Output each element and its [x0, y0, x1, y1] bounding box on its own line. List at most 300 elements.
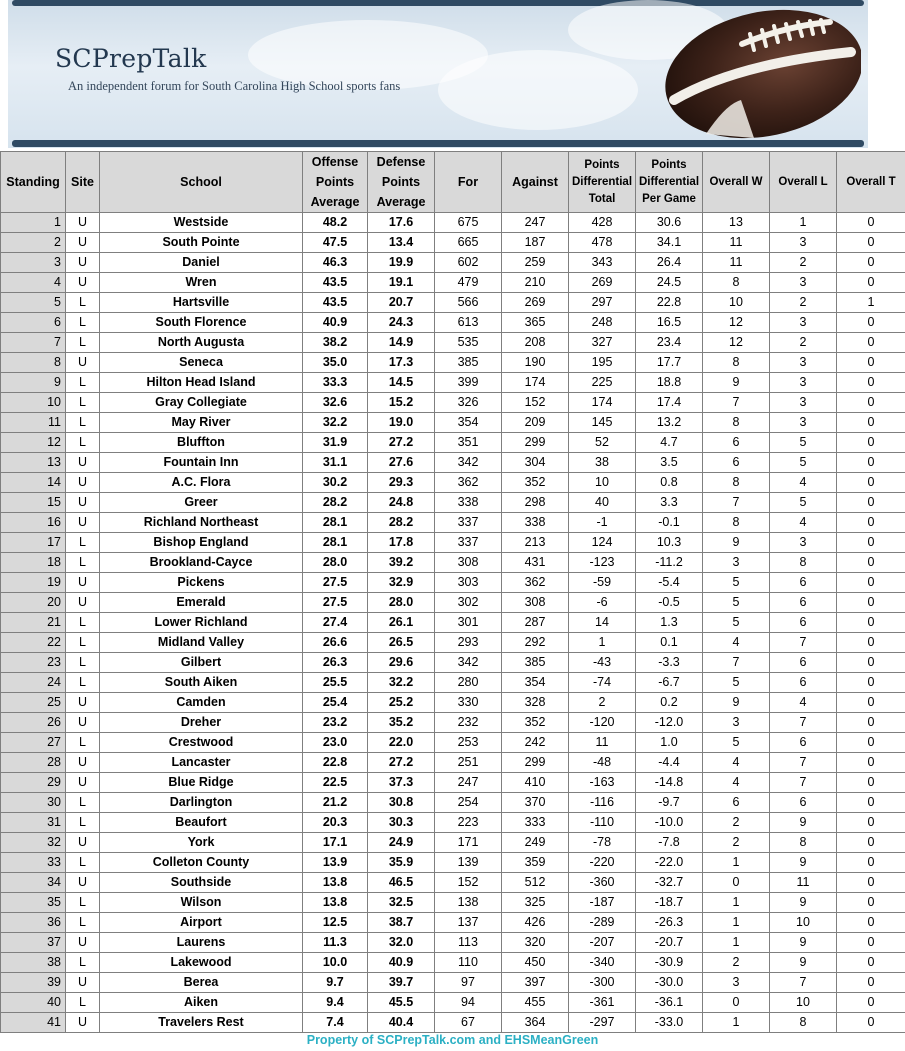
- cell-standing: 18: [1, 553, 66, 573]
- cell-defense-avg: 40.9: [368, 953, 435, 973]
- cell-pd-total: 1: [569, 633, 636, 653]
- cell-pd-per-game: -0.5: [636, 593, 703, 613]
- cell-points-for: 303: [435, 573, 502, 593]
- cell-points-against: 426: [502, 913, 569, 933]
- cell-defense-avg: 35.2: [368, 713, 435, 733]
- table-row: [1, 293, 905, 313]
- cell-points-against: 338: [502, 513, 569, 533]
- cell-standing: 5: [1, 293, 66, 313]
- cell-school: Laurens: [100, 933, 303, 953]
- cell-ties: 0: [837, 753, 905, 773]
- cell-pd-per-game: 24.5: [636, 273, 703, 293]
- cell-losses: 6: [770, 653, 837, 673]
- cell-site: U: [66, 233, 100, 253]
- cell-points-against: 365: [502, 313, 569, 333]
- cell-points-against: 298: [502, 493, 569, 513]
- table-row: [1, 413, 905, 433]
- cell-points-for: 602: [435, 253, 502, 273]
- cell-points-against: 190: [502, 353, 569, 373]
- table-row: [1, 993, 905, 1013]
- cell-points-against: 210: [502, 273, 569, 293]
- cell-offense-avg: 20.3: [303, 813, 368, 833]
- cell-ties: 0: [837, 273, 905, 293]
- table-row: [1, 833, 905, 853]
- cell-standing: 32: [1, 833, 66, 853]
- table-row: [1, 813, 905, 833]
- cell-pd-total: 52: [569, 433, 636, 453]
- cell-wins: 2: [703, 953, 770, 973]
- cell-wins: 3: [703, 973, 770, 993]
- cell-defense-avg: 38.7: [368, 913, 435, 933]
- cell-offense-avg: 28.1: [303, 533, 368, 553]
- cell-defense-avg: 24.9: [368, 833, 435, 853]
- cell-points-against: 354: [502, 673, 569, 693]
- cell-ties: 0: [837, 393, 905, 413]
- cell-losses: 3: [770, 273, 837, 293]
- cell-school: Bluffton: [100, 433, 303, 453]
- cell-standing: 14: [1, 473, 66, 493]
- col-header-losses: Overall L: [770, 152, 837, 213]
- cell-losses: 7: [770, 713, 837, 733]
- cell-losses: 7: [770, 633, 837, 653]
- site-tagline: An independent forum for South Carolina High School sports fans: [68, 79, 401, 93]
- table-row: [1, 893, 905, 913]
- cell-standing: 10: [1, 393, 66, 413]
- cell-offense-avg: 27.5: [303, 593, 368, 613]
- cell-points-against: 320: [502, 933, 569, 953]
- cell-wins: 3: [703, 713, 770, 733]
- cell-wins: 6: [703, 793, 770, 813]
- cell-site: U: [66, 493, 100, 513]
- cell-wins: 12: [703, 333, 770, 353]
- cell-points-for: 171: [435, 833, 502, 853]
- cell-site: L: [66, 433, 100, 453]
- cell-points-for: 138: [435, 893, 502, 913]
- cell-standing: 36: [1, 913, 66, 933]
- cell-standing: 11: [1, 413, 66, 433]
- cell-points-for: 362: [435, 473, 502, 493]
- cell-points-for: 110: [435, 953, 502, 973]
- cell-standing: 4: [1, 273, 66, 293]
- cell-points-for: 330: [435, 693, 502, 713]
- cell-points-for: 152: [435, 873, 502, 893]
- cell-school: Pickens: [100, 573, 303, 593]
- cell-losses: 3: [770, 413, 837, 433]
- cell-losses: 10: [770, 993, 837, 1013]
- cell-wins: 12: [703, 313, 770, 333]
- cell-offense-avg: 12.5: [303, 913, 368, 933]
- cell-wins: 0: [703, 873, 770, 893]
- cell-school: Travelers Rest: [100, 1013, 303, 1033]
- cell-pd-total: -220: [569, 853, 636, 873]
- cell-standing: 23: [1, 653, 66, 673]
- cell-school: South Florence: [100, 313, 303, 333]
- cell-wins: 3: [703, 553, 770, 573]
- cell-ties: 0: [837, 213, 905, 233]
- cell-wins: 4: [703, 633, 770, 653]
- cell-standing: 12: [1, 433, 66, 453]
- cell-pd-per-game: -36.1: [636, 993, 703, 1013]
- cell-offense-avg: 31.1: [303, 453, 368, 473]
- cell-offense-avg: 23.0: [303, 733, 368, 753]
- cell-offense-avg: 22.5: [303, 773, 368, 793]
- cell-ties: 0: [837, 993, 905, 1013]
- cell-pd-total: -360: [569, 873, 636, 893]
- cell-losses: 2: [770, 293, 837, 313]
- cell-points-for: 247: [435, 773, 502, 793]
- cell-school: Camden: [100, 693, 303, 713]
- cell-pd-total: -187: [569, 893, 636, 913]
- cell-standing: 25: [1, 693, 66, 713]
- cell-losses: 4: [770, 513, 837, 533]
- cell-points-for: 253: [435, 733, 502, 753]
- cell-site: L: [66, 293, 100, 313]
- cell-defense-avg: 32.5: [368, 893, 435, 913]
- cell-offense-avg: 9.4: [303, 993, 368, 1013]
- cell-pd-total: 297: [569, 293, 636, 313]
- cell-pd-per-game: -22.0: [636, 853, 703, 873]
- cell-losses: 11: [770, 873, 837, 893]
- cell-ties: 0: [837, 613, 905, 633]
- table-row: [1, 753, 905, 773]
- cell-school: Seneca: [100, 353, 303, 373]
- cell-ties: 0: [837, 493, 905, 513]
- cell-ties: 0: [837, 573, 905, 593]
- cell-points-for: 67: [435, 1013, 502, 1033]
- cell-defense-avg: 17.8: [368, 533, 435, 553]
- cell-offense-avg: 13.8: [303, 893, 368, 913]
- cell-wins: 10: [703, 293, 770, 313]
- cell-wins: 8: [703, 353, 770, 373]
- cell-standing: 17: [1, 533, 66, 553]
- cell-pd-total: -361: [569, 993, 636, 1013]
- cell-pd-total: -116: [569, 793, 636, 813]
- cell-site: L: [66, 733, 100, 753]
- cell-points-for: 399: [435, 373, 502, 393]
- table-row: [1, 273, 905, 293]
- cell-pd-total: 40: [569, 493, 636, 513]
- cell-points-for: 326: [435, 393, 502, 413]
- cell-pd-per-game: -0.1: [636, 513, 703, 533]
- cell-losses: 5: [770, 433, 837, 453]
- cell-wins: 8: [703, 513, 770, 533]
- cell-ties: 0: [837, 593, 905, 613]
- cell-offense-avg: 33.3: [303, 373, 368, 393]
- cell-standing: 26: [1, 713, 66, 733]
- cell-school: Crestwood: [100, 733, 303, 753]
- cell-site: U: [66, 1013, 100, 1033]
- cell-site: U: [66, 473, 100, 493]
- cell-pd-per-game: 22.8: [636, 293, 703, 313]
- col-header-defense: Defense Points Average: [368, 152, 435, 213]
- cell-defense-avg: 35.9: [368, 853, 435, 873]
- cell-site: U: [66, 353, 100, 373]
- col-header-wins: Overall W: [703, 152, 770, 213]
- cell-pd-per-game: -5.4: [636, 573, 703, 593]
- cell-defense-avg: 39.7: [368, 973, 435, 993]
- cell-ties: 0: [837, 773, 905, 793]
- cell-losses: 7: [770, 973, 837, 993]
- cell-ties: 0: [837, 533, 905, 553]
- cell-standing: 16: [1, 513, 66, 533]
- cell-wins: 6: [703, 433, 770, 453]
- standings-body: [1, 213, 905, 1033]
- table-row: [1, 733, 905, 753]
- cell-offense-avg: 27.4: [303, 613, 368, 633]
- cell-offense-avg: 21.2: [303, 793, 368, 813]
- cell-pd-per-game: -4.4: [636, 753, 703, 773]
- cell-defense-avg: 28.0: [368, 593, 435, 613]
- table-row: [1, 593, 905, 613]
- cell-school: Darlington: [100, 793, 303, 813]
- cell-pd-total: -6: [569, 593, 636, 613]
- cell-standing: 34: [1, 873, 66, 893]
- cell-standing: 39: [1, 973, 66, 993]
- cell-pd-total: -59: [569, 573, 636, 593]
- table-row: [1, 513, 905, 533]
- cell-defense-avg: 29.3: [368, 473, 435, 493]
- cell-defense-avg: 45.5: [368, 993, 435, 1013]
- cell-points-for: 338: [435, 493, 502, 513]
- cell-points-for: 137: [435, 913, 502, 933]
- cell-points-against: 362: [502, 573, 569, 593]
- col-header-for: For: [435, 152, 502, 213]
- cell-defense-avg: 27.2: [368, 433, 435, 453]
- col-header-school: School: [100, 152, 303, 213]
- cell-pd-total: -43: [569, 653, 636, 673]
- table-row: [1, 473, 905, 493]
- cell-ties: 0: [837, 813, 905, 833]
- cell-school: Gilbert: [100, 653, 303, 673]
- cell-pd-per-game: 16.5: [636, 313, 703, 333]
- cell-school: Emerald: [100, 593, 303, 613]
- table-row: [1, 253, 905, 273]
- table-row: [1, 693, 905, 713]
- cell-site: L: [66, 533, 100, 553]
- cell-pd-total: 174: [569, 393, 636, 413]
- cell-points-for: 665: [435, 233, 502, 253]
- cell-losses: 9: [770, 953, 837, 973]
- standings-table: [0, 151, 905, 1033]
- cell-ties: 0: [837, 973, 905, 993]
- cell-points-against: 352: [502, 473, 569, 493]
- cell-wins: 9: [703, 533, 770, 553]
- cell-points-for: 337: [435, 513, 502, 533]
- cell-pd-per-game: 10.3: [636, 533, 703, 553]
- cell-points-against: 328: [502, 693, 569, 713]
- cell-school: May River: [100, 413, 303, 433]
- cell-standing: 28: [1, 753, 66, 773]
- cell-points-for: 223: [435, 813, 502, 833]
- cell-standing: 20: [1, 593, 66, 613]
- cell-losses: 6: [770, 573, 837, 593]
- cell-pd-total: -78: [569, 833, 636, 853]
- cell-school: South Aiken: [100, 673, 303, 693]
- cell-offense-avg: 30.2: [303, 473, 368, 493]
- cell-wins: 0: [703, 993, 770, 1013]
- cell-wins: 2: [703, 833, 770, 853]
- cell-ties: 0: [837, 733, 905, 753]
- cell-site: L: [66, 953, 100, 973]
- cell-offense-avg: 47.5: [303, 233, 368, 253]
- cell-points-against: 287: [502, 613, 569, 633]
- cell-standing: 40: [1, 993, 66, 1013]
- cell-defense-avg: 19.9: [368, 253, 435, 273]
- cell-losses: 3: [770, 373, 837, 393]
- cell-defense-avg: 40.4: [368, 1013, 435, 1033]
- cell-losses: 6: [770, 593, 837, 613]
- cell-pd-per-game: -12.0: [636, 713, 703, 733]
- cell-wins: 8: [703, 473, 770, 493]
- cell-points-for: 342: [435, 453, 502, 473]
- cell-site: U: [66, 973, 100, 993]
- cell-points-against: 213: [502, 533, 569, 553]
- table-row: [1, 553, 905, 573]
- cell-wins: 1: [703, 933, 770, 953]
- cell-wins: 4: [703, 753, 770, 773]
- cell-points-against: 209: [502, 413, 569, 433]
- cell-site: U: [66, 213, 100, 233]
- cell-school: Beaufort: [100, 813, 303, 833]
- cell-points-for: 342: [435, 653, 502, 673]
- cell-points-against: 174: [502, 373, 569, 393]
- cell-points-against: 269: [502, 293, 569, 313]
- cell-offense-avg: 31.9: [303, 433, 368, 453]
- cell-ties: 0: [837, 473, 905, 493]
- table-row: [1, 1013, 905, 1033]
- cell-pd-total: 428: [569, 213, 636, 233]
- cell-points-against: 259: [502, 253, 569, 273]
- cell-site: L: [66, 673, 100, 693]
- cell-points-against: 410: [502, 773, 569, 793]
- cell-site: L: [66, 793, 100, 813]
- cell-points-for: 354: [435, 413, 502, 433]
- table-row: [1, 933, 905, 953]
- cell-points-against: 455: [502, 993, 569, 1013]
- cell-ties: 0: [837, 653, 905, 673]
- cell-points-for: 301: [435, 613, 502, 633]
- cell-pd-per-game: -18.7: [636, 893, 703, 913]
- table-row: [1, 773, 905, 793]
- table-row: [1, 613, 905, 633]
- cell-points-against: 512: [502, 873, 569, 893]
- cell-wins: 7: [703, 653, 770, 673]
- col-header-offense: Offense Points Average: [303, 152, 368, 213]
- cell-wins: 5: [703, 593, 770, 613]
- cell-points-against: 325: [502, 893, 569, 913]
- cell-pd-total: -340: [569, 953, 636, 973]
- cell-losses: 9: [770, 893, 837, 913]
- cell-school: Daniel: [100, 253, 303, 273]
- cell-defense-avg: 37.3: [368, 773, 435, 793]
- cell-offense-avg: 32.2: [303, 413, 368, 433]
- cell-standing: 13: [1, 453, 66, 473]
- table-row: [1, 653, 905, 673]
- cell-site: L: [66, 553, 100, 573]
- cell-ties: 0: [837, 833, 905, 853]
- cell-losses: 8: [770, 833, 837, 853]
- cell-school: Greer: [100, 493, 303, 513]
- cell-ties: 0: [837, 513, 905, 533]
- cell-wins: 1: [703, 853, 770, 873]
- cell-points-for: 113: [435, 933, 502, 953]
- cell-ties: 0: [837, 353, 905, 373]
- cell-points-against: 364: [502, 1013, 569, 1033]
- site-title[interactable]: SCPrepTalk: [55, 44, 207, 73]
- cell-site: U: [66, 933, 100, 953]
- cell-wins: 7: [703, 393, 770, 413]
- cell-pd-per-game: 17.7: [636, 353, 703, 373]
- cell-pd-total: -74: [569, 673, 636, 693]
- cell-points-against: 352: [502, 713, 569, 733]
- cell-ties: 0: [837, 633, 905, 653]
- cell-school: Dreher: [100, 713, 303, 733]
- cell-losses: 10: [770, 913, 837, 933]
- cell-offense-avg: 9.7: [303, 973, 368, 993]
- cell-defense-avg: 14.5: [368, 373, 435, 393]
- banner-cloud: [438, 50, 638, 130]
- cell-pd-total: -297: [569, 1013, 636, 1033]
- cell-pd-per-game: -33.0: [636, 1013, 703, 1033]
- cell-wins: 1: [703, 913, 770, 933]
- cell-defense-avg: 32.0: [368, 933, 435, 953]
- cell-losses: 7: [770, 753, 837, 773]
- cell-site: L: [66, 813, 100, 833]
- cell-school: Fountain Inn: [100, 453, 303, 473]
- cell-pd-per-game: -3.3: [636, 653, 703, 673]
- cell-wins: 6: [703, 453, 770, 473]
- cell-pd-total: -163: [569, 773, 636, 793]
- cell-points-for: 351: [435, 433, 502, 453]
- cell-pd-per-game: 1.0: [636, 733, 703, 753]
- cell-defense-avg: 19.1: [368, 273, 435, 293]
- cell-defense-avg: 27.2: [368, 753, 435, 773]
- table-row: [1, 213, 905, 233]
- table-row: [1, 713, 905, 733]
- cell-ties: 0: [837, 453, 905, 473]
- table-row: [1, 433, 905, 453]
- cell-pd-total: 225: [569, 373, 636, 393]
- cell-losses: 3: [770, 313, 837, 333]
- cell-school: Lower Richland: [100, 613, 303, 633]
- cell-points-for: 308: [435, 553, 502, 573]
- cell-pd-per-game: 17.4: [636, 393, 703, 413]
- cell-losses: 4: [770, 693, 837, 713]
- cell-losses: 3: [770, 533, 837, 553]
- cell-site: L: [66, 373, 100, 393]
- cell-offense-avg: 7.4: [303, 1013, 368, 1033]
- cell-pd-total: -1: [569, 513, 636, 533]
- cell-pd-per-game: 1.3: [636, 613, 703, 633]
- cell-losses: 7: [770, 773, 837, 793]
- cell-pd-total: -48: [569, 753, 636, 773]
- cell-offense-avg: 25.4: [303, 693, 368, 713]
- cell-standing: 3: [1, 253, 66, 273]
- cell-site: U: [66, 253, 100, 273]
- cell-offense-avg: 27.5: [303, 573, 368, 593]
- cell-standing: 29: [1, 773, 66, 793]
- cell-defense-avg: 27.6: [368, 453, 435, 473]
- cell-site: L: [66, 333, 100, 353]
- cell-ties: 0: [837, 1013, 905, 1033]
- cell-wins: 13: [703, 213, 770, 233]
- cell-site: U: [66, 453, 100, 473]
- cell-points-against: 397: [502, 973, 569, 993]
- cell-defense-avg: 15.2: [368, 393, 435, 413]
- cell-wins: 9: [703, 693, 770, 713]
- cell-school: A.C. Flora: [100, 473, 303, 493]
- table-row: [1, 633, 905, 653]
